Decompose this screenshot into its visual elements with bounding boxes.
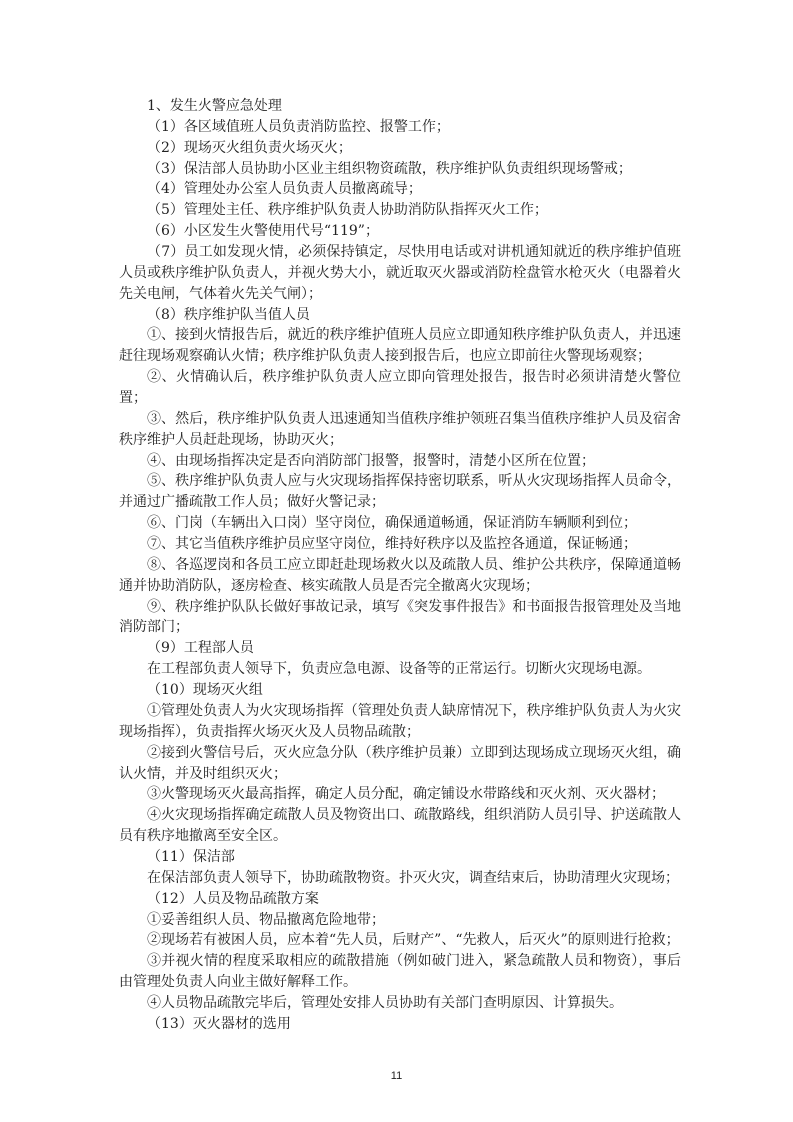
paragraph: ④火灾现场指挥确定疏散人员及物资出口、疏散路线，组织消防人员引导、护送疏散人员有秩序地撤离至安全区。 — [119, 807, 681, 845]
section-heading: 1、发生火警应急处理 — [147, 98, 282, 114]
paragraph: （10）现场灭火组 — [147, 682, 263, 699]
paragraph: ④人员物品疏散完毕后，管理处安排人员协助有关部门查明原因、计算损失。 — [147, 994, 623, 1011]
document-body — [119, 96, 681, 1035]
paragraph: ①妥善组织人员、物品撤离危险地带； — [147, 911, 385, 928]
paragraph: 在保洁部负责人领导下，协助疏散物资。扑灭火灾，调查结束后，协助清理火灾现场； — [147, 869, 679, 886]
paragraph: ③、然后，秩序维护队负责人迅速通知当值秩序维护领班召集当值秩序维护人员及宿舍秩序维护人员赶赴现场，协助灭火； — [119, 410, 681, 448]
paragraph: ⑦、其它当值秩序维护员应坚守岗位，维持好秩序以及监控各通道，保证畅通； — [147, 536, 637, 553]
paragraph: （2）现场灭火组负责火场灭火； — [147, 139, 352, 156]
paragraph: （4）管理处办公室人员负责人员撤离疏导； — [147, 181, 422, 198]
paragraph: （3）保洁部人员协助小区业主组织物资疏散，秩序维护队负责组织现场警戒； — [147, 160, 632, 177]
paragraph: ⑨、秩序维护队队长做好事故记录，填写《突发事件报告》和书面报告报管理处及当地消防部门； — [119, 598, 681, 636]
paragraph: ⑤、秩序维护队负责人应与火灾现场指挥保持密切联系，听从火灾现场指挥人员命令，并通过广播疏散工作人员；做好火警记录； — [119, 473, 681, 511]
paragraph: （1）各区域值班人员负责消防监控、报警工作； — [147, 118, 450, 135]
paragraph: （11）保洁部 — [147, 848, 235, 865]
paragraph: （7）员工如发现火情，必须保持镇定，尽快用电话或对讲机通知就近的秩序维护值班人员或秩序维护队负责人，并视火势大小，就近取灭火器或消防栓盘管水枪灭火（电器着火先关电闸，气体着火先关气闸）； — [119, 244, 681, 302]
paragraph: ⑧、各巡逻岗和各员工应立即赶赴现场救火以及疏散人员、维护公共秩序，保障通道畅通并协助消防队，逐房检查、核实疏散人员是否完全撤离火灾现场； — [119, 556, 681, 594]
paragraph: （9）工程部人员 — [147, 640, 254, 657]
page-number: 11 — [390, 1070, 403, 1082]
paragraph: ⑥、门岗（车辆出入口岗）坚守岗位，确保通道畅通，保证消防车辆顺利到位； — [147, 515, 637, 532]
paragraph: ③火警现场灭火最高指挥，确定人员分配，确定铺设水带路线和灭火剂、灭火器材； — [147, 786, 665, 803]
paragraph: （12）人员及物品疏散方案 — [147, 890, 319, 907]
paragraph: ①管理处负责人为火灾现场指挥（管理处负责人缺席情况下，秩序维护队负责人为火灾现场指挥），负责指挥火场灭火及人员物品疏散； — [119, 702, 681, 740]
paragraph: ①、接到火情报告后，就近的秩序维护值班人员应立即通知秩序维护队负责人，并迅速赶往现场观察确认火情；秩序维护队负责人接到报告后，也应立即前往火警现场观察； — [119, 327, 681, 365]
paragraph: ②、火情确认后，秩序维护队负责人应立即向管理处报告，报告时必须讲清楚火警位置； — [119, 369, 681, 407]
paragraph: （13）灭火器材的选用 — [147, 1015, 291, 1032]
paragraph: （8）秩序维护队当值人员 — [147, 306, 310, 323]
paragraph: ③并视火情的程度采取相应的疏散措施（例如破门进入，紧急疏散人员和物资），事后由管理处负责人向业主做好解释工作。 — [119, 953, 681, 991]
paragraph: （6）小区发生火警使用代号“119”； — [147, 223, 379, 240]
paragraph: （5）管理处主任、秩序维护队负责人协助消防队指挥灭火工作； — [147, 202, 548, 219]
paragraph: ④、由现场指挥决定是否向消防部门报警，报警时，清楚小区所在位置； — [147, 452, 595, 469]
paragraph: 在工程部负责人领导下，负责应急电源、设备等的正常运行。切断火灾现场电源。 — [147, 661, 651, 678]
paragraph: ②接到火警信号后，灭火应急分队（秩序维护员兼）立即到达现场成立现场灭火组，确认火情，并及时组织灭火； — [119, 744, 681, 782]
paragraph: ②现场若有被困人员，应本着“先人员，后财产”、“先救人，后灭火”的原则进行抢救； — [147, 932, 680, 949]
